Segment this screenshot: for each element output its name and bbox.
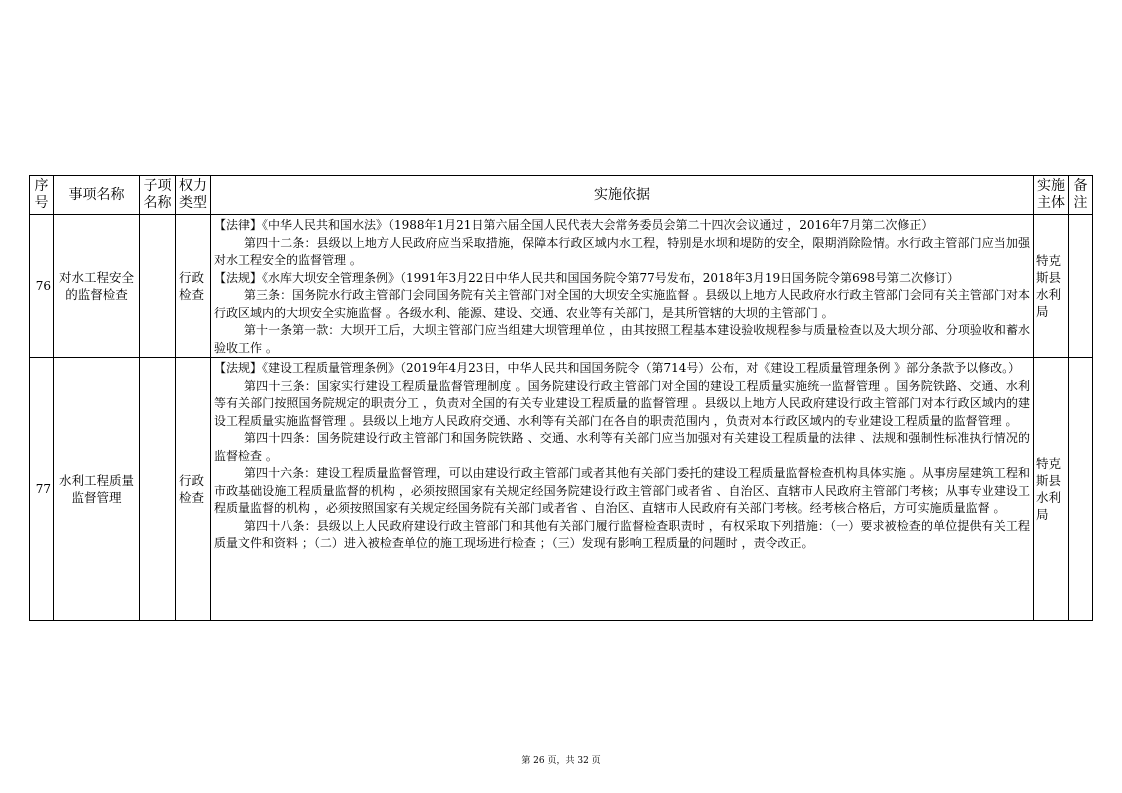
basis-paragraph: 第四十二条：县级以上地方人民政府应当采取措施，保障本行政区域内水工程，特别是水坝和堤防的安全，限期消除险情。水行政主管部门应当加强对水工程安全的监督管理 。: [214, 235, 1030, 267]
row-seq: 77: [30, 358, 54, 621]
row-power-type: 行政检查: [176, 358, 211, 621]
basis-paragraph: 【法律】《中华人民共和国水法》（1988年1月21日第六届全国人民代表大会常务委员会第二十四次会议通过 ，2016年7月第二次修正）: [214, 218, 934, 232]
header-remark: 备注: [1069, 176, 1093, 215]
header-basis: 实施依据: [211, 176, 1034, 215]
row-basis: [211, 215, 1034, 358]
row-remark: [1069, 215, 1093, 358]
page-footer: 第 26 页，共 32 页: [521, 756, 601, 766]
authority-table: [29, 175, 1093, 621]
basis-paragraph: 第四十三条：国家实行建设工程质量监督管理制度 。国务院建设行政主管部门对全国的建设工程质量实施统一监督管理 。国务院铁路、交通、水利等有关部门按照国务院规定的职责分工 ，负责对全国的有关专业建设工程质量的监督管理 。县级以上地方人民政府建设行政主管部门对本行政区域内的建设工程质量实施监督管理 。县级以上地方人民政府交通、水利等有关部门在各自的职责范围内 ，负责对本行政区域内的专业建设工程质量的监督管理 。: [214, 378, 1030, 428]
row-basis: [211, 358, 1034, 621]
table-header-row: [30, 176, 1093, 215]
basis-paragraph: 第四十八条：县级以上人民政府建设行政主管部门和其他有关部门履行监督检查职责时 ，有权采取下列措施：（一）要求被检查的单位提供有关工程质量文件和资料 ；（二）进入被检查单位的施工现场进行检查 ；（三）发现有影响工程质量的问题时 ，责令改正。: [214, 518, 1030, 550]
row-sub-name: [140, 215, 176, 358]
row-subject: 特克斯县水利局: [1034, 358, 1069, 621]
row-seq: 76: [30, 215, 54, 358]
row-subject: 特克斯县水利局: [1034, 215, 1069, 358]
basis-paragraph: 【法规】《水库大坝安全管理条例》（1991年3月22日中华人民共和国国务院令第77号发布，2018年3月19日国务院令第698号第二次修订）: [214, 270, 960, 285]
row-remark: [1069, 358, 1093, 621]
row-name: 水利工程质量监督管理: [54, 358, 140, 621]
header-power-type: 权力类型: [176, 176, 211, 215]
header-name: 事项名称: [54, 176, 140, 215]
row-sub-name: [140, 358, 176, 621]
basis-paragraph: 第四十六条：建设工程质量监督管理，可以由建设行政主管部门或者其他有关部门委托的建设工程质量监督检查机构具体实施 。从事房屋建筑工程和市政基础设施工程质量监督的机构 ，必须按照国家有关规定经国务院建设行政主管部门或者省 、自治区、直辖市人民政府主管部门考核；从事专业建设工程质量监督的机构 ，必须按照国家有关规定经国务院有关部门或者省 、自治区、直辖市人民政府有关部门考核。经考核合格后，方可实施质量监督 。: [214, 466, 1030, 515]
row-name: 对水工程安全的监督检查: [54, 215, 140, 358]
basis-paragraph: 第三条：国务院水行政主管部门会同国务院有关主管部门对全国的大坝安全实施监督 。县级以上地方人民政府水行政主管部门会同有关主管部门对本行政区域内的大坝安全实施监督 。各级水利、能源、建设、交通、农业等有关部门，是其所管辖的大坝的主管部门 。: [214, 288, 1030, 320]
basis-paragraph: 【法规】《建设工程质量管理条例》（2019年4月23日，中华人民共和国国务院令（第714号）公布，对《建设工程质量管理条例 》部分条款予以修改。）: [214, 361, 1021, 375]
table-row: [30, 358, 1093, 621]
basis-paragraph: 第四十四条：国务院建设行政主管部门和国务院铁路 、交通、水利等有关部门应当加强对有关建设工程质量的法律 、法规和强制性标准执行情况的监督检查 。: [214, 431, 1030, 463]
header-seq: 序号: [30, 176, 54, 215]
header-subject: 实施主体: [1034, 176, 1069, 215]
row-power-type: 行政检查: [176, 215, 211, 358]
header-sub-name: 子项名称: [140, 176, 176, 215]
basis-paragraph: 第十一条第一款：大坝开工后，大坝主管部门应当组建大坝管理单位 ，由其按照工程基本建设验收规程参与质量检查以及大坝分部、分项验收和蓄水验收工作 。: [214, 323, 1030, 355]
table-row: [30, 215, 1093, 358]
